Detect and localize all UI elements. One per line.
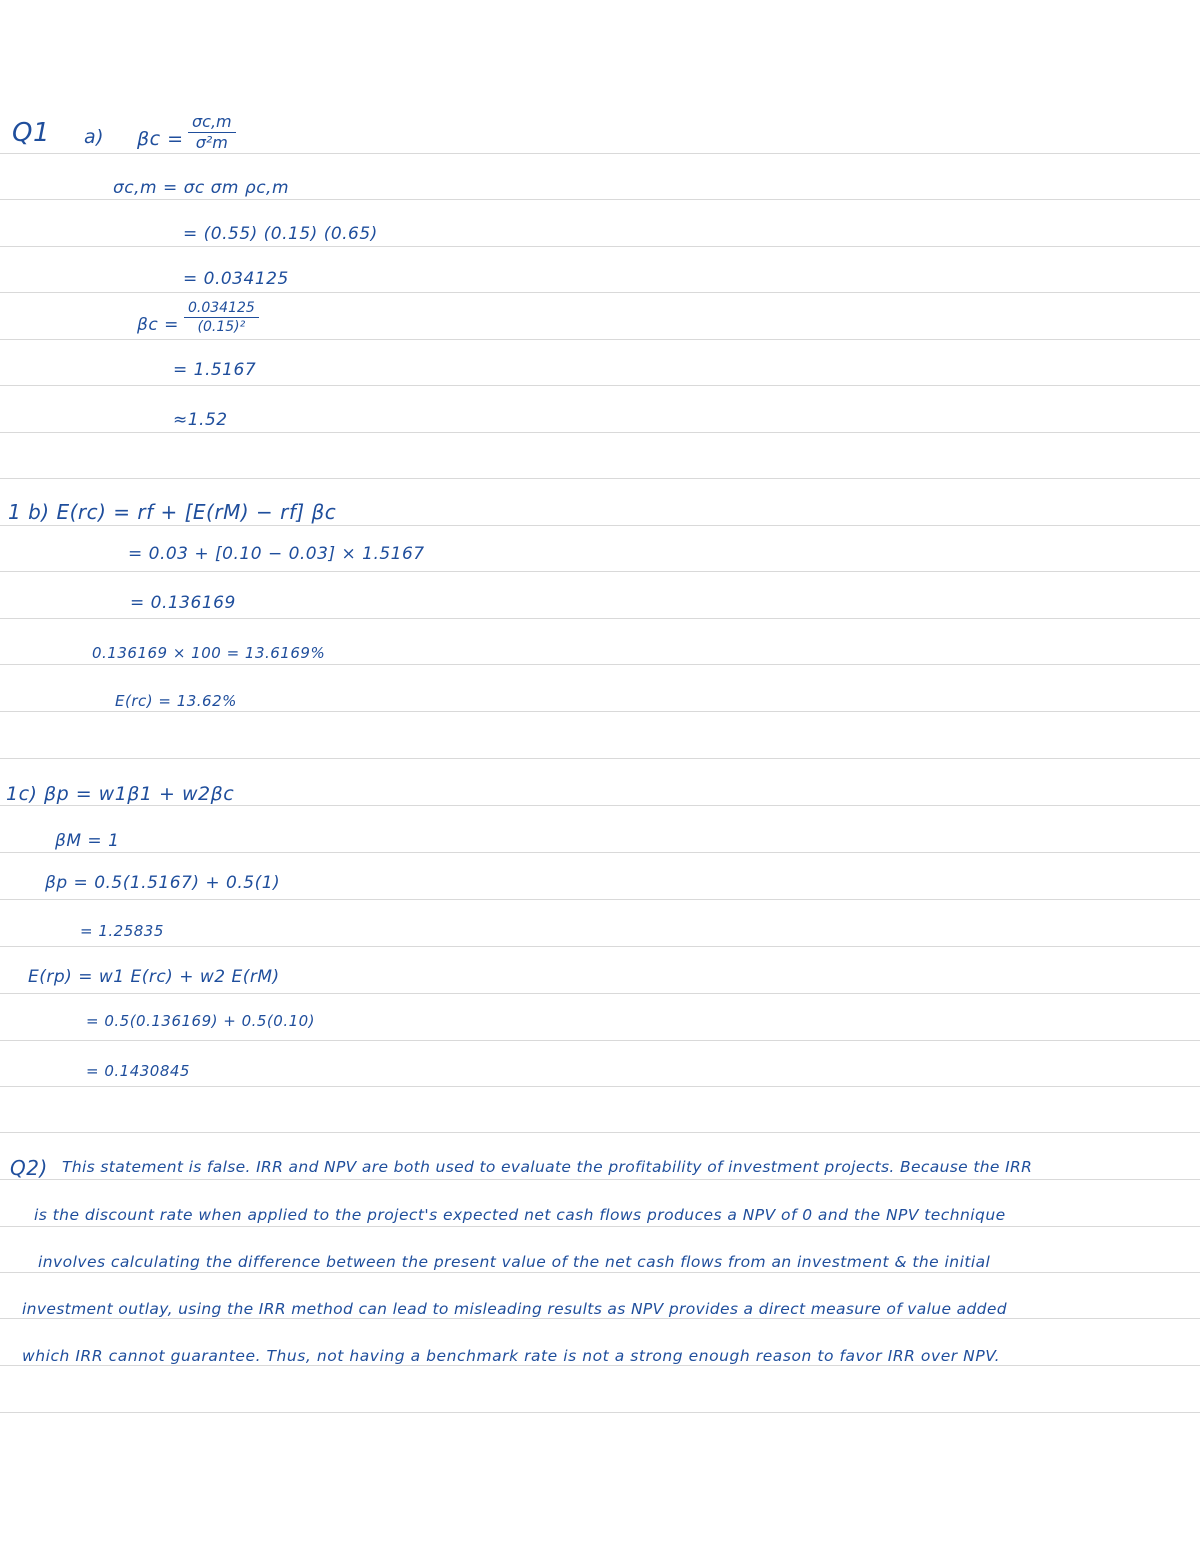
ruled-line <box>0 1179 1200 1180</box>
part-c-return-substitution: = 0.5(0.136169) + 0.5(0.10) <box>86 1012 316 1030</box>
ruled-line <box>0 292 1200 293</box>
ruled-line <box>0 618 1200 619</box>
ruled-line <box>0 246 1200 247</box>
fraction-numerator: 0.034125 <box>184 301 259 318</box>
ruled-line <box>0 199 1200 200</box>
ruled-line <box>0 664 1200 665</box>
q2-answer-line: This statement is false. IRR and NPV are both used to evaluate the profitability of investment projects. Because the IRR <box>62 1158 1033 1176</box>
part-c-beta-substitution: βp = 0.5(1.5167) + 0.5(1) <box>45 873 281 893</box>
beta-fraction <box>188 114 236 151</box>
fraction-numerator: σc,m <box>188 114 236 133</box>
ruled-line <box>0 1132 1200 1133</box>
fraction-denominator: σ²m <box>195 133 228 152</box>
ruled-line <box>0 571 1200 572</box>
ruled-line <box>0 852 1200 853</box>
covariance-definition: σc,m = σc σm ρc,m <box>113 178 290 198</box>
ruled-line <box>0 525 1200 526</box>
part-b-percent-conversion: 0.136169 × 100 = 13.6169% <box>92 644 326 662</box>
ruled-line <box>0 153 1200 154</box>
ruled-line <box>0 993 1200 994</box>
ruled-line <box>0 1412 1200 1413</box>
beta-rounded: ≈1.52 <box>173 410 228 430</box>
part-a-label: a) <box>84 126 105 148</box>
ruled-line <box>0 758 1200 759</box>
ruled-line <box>0 1226 1200 1227</box>
ruled-line <box>0 711 1200 712</box>
beta-value: = 1.5167 <box>173 360 257 380</box>
ruled-line <box>0 1365 1200 1366</box>
part-b-capm-formula: 1 b) E(rc) = rf + [E(rM) − rf] βc <box>8 500 337 524</box>
part-b-expected-return: E(rc) = 13.62% <box>115 692 237 710</box>
ruled-line <box>0 1318 1200 1319</box>
part-c-market-beta: βM = 1 <box>55 831 120 851</box>
covariance-substitution: = (0.55) (0.15) (0.65) <box>183 224 378 244</box>
question-1-label: Q1 <box>12 118 51 148</box>
ruled-line <box>0 339 1200 340</box>
ruled-line <box>0 805 1200 806</box>
part-c-return-value: = 0.1430845 <box>86 1062 190 1080</box>
ruled-line <box>0 1086 1200 1087</box>
part-b-result: = 0.136169 <box>130 593 236 613</box>
beta-definition-lhs: βc = <box>137 128 184 150</box>
ruled-line <box>0 385 1200 386</box>
beta-calc-lhs: βc = <box>137 315 179 335</box>
covariance-value: = 0.034125 <box>183 269 289 289</box>
part-c-expected-return-formula: E(rp) = w1 E(rc) + w2 E(rM) <box>28 967 280 987</box>
q2-answer-line: investment outlay, using the IRR method can lead to misleading results as NPV provides a direct measure of value added <box>22 1300 1007 1318</box>
question-2-label: Q2) <box>10 1156 48 1180</box>
ruled-line <box>0 1272 1200 1273</box>
part-b-substitution: = 0.03 + [0.10 − 0.03] × 1.5167 <box>128 544 425 564</box>
ruled-line <box>0 478 1200 479</box>
ruled-line <box>0 432 1200 433</box>
q2-answer-line: involves calculating the difference between the present value of the net cash flows from an investment & the initial <box>38 1253 991 1271</box>
ruled-line <box>0 899 1200 900</box>
ruled-line <box>0 946 1200 947</box>
q2-answer-line: which IRR cannot guarantee. Thus, not having a benchmark rate is not a strong enough reason to favor IRR over NPV. <box>22 1347 1001 1365</box>
beta-calc-fraction <box>184 301 259 334</box>
fraction-denominator: (0.15)² <box>197 319 246 335</box>
part-c-beta-value: = 1.25835 <box>80 922 164 940</box>
part-c-portfolio-beta-formula: 1c) βp = w1β1 + w2βc <box>6 783 235 805</box>
ruled-line <box>0 1040 1200 1041</box>
q2-answer-line: is the discount rate when applied to the project's expected net cash flows produces a NPV of 0 and the NPV technique <box>34 1206 1006 1224</box>
